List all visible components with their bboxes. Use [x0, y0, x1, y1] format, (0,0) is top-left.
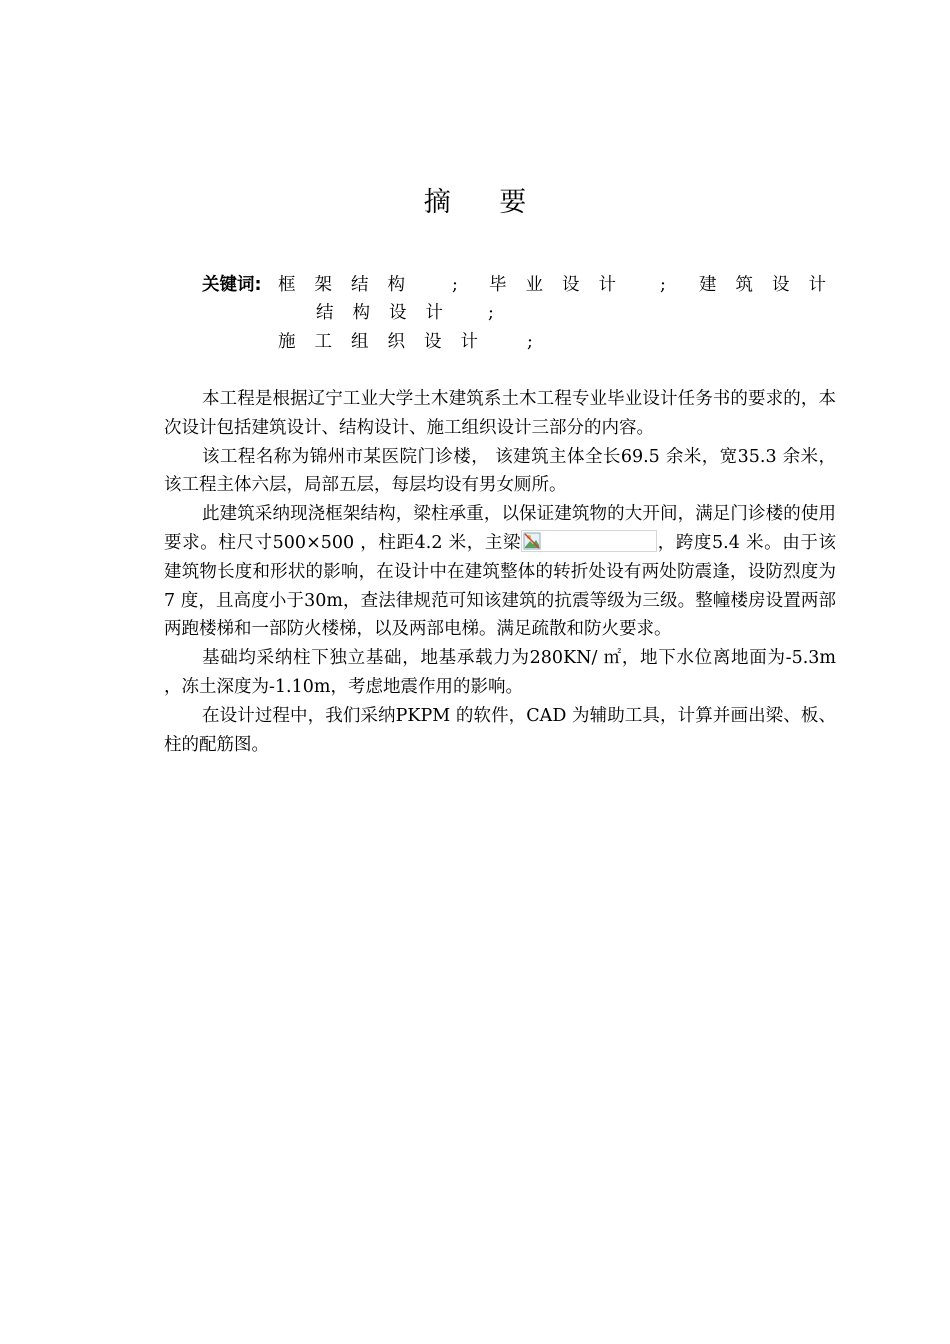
embedded-image-placeholder — [521, 530, 657, 552]
abstract-body — [164, 385, 836, 759]
keyword-item: 毕业设计 — [489, 275, 635, 295]
broken-image-icon — [523, 532, 541, 550]
keyword-item: 建筑设计 — [699, 275, 845, 295]
keyword-separator: ; — [488, 303, 494, 323]
paragraph-text: 此建筑采纳现浇框架结构，梁柱承重，以保证建筑物的大开间，满足门诊楼的使用要求。柱尺寸500×500 ，柱距4.2 米，主梁 — [164, 504, 836, 553]
page-title: 摘 要 — [423, 187, 547, 218]
keywords-block — [202, 271, 845, 361]
keyword-item: 框架结构 — [278, 275, 424, 295]
paragraph: 该工程名称为锦州市某医院门诊楼， 该建筑主体全长69.5 余米，宽35.3 余米，该工程主体六层，局部五层，每层均设有男女厕所。 — [164, 446, 836, 496]
paragraph: 本工程是根据辽宁工业大学土木建筑系土木工程专业毕业设计任务书的要求的，本次设计包括建筑设计、结构设计、施工组织设计三部分的内容。 — [164, 389, 836, 438]
keyword-item: 施工组织设计 — [278, 332, 497, 352]
paragraph-text: ，跨度5.4 米。由于该建筑物长度和形状的影响，在设计中在建筑整体的转折处设有两处防震逢，设防烈度为7 度，且高度小于30m，查法律规范可知该建筑的抗震等级为三级。整幢楼房设置两部两跑楼梯和一部防火楼梯，以及两部电梯。满足疏散和防火要求。 — [164, 532, 836, 640]
paragraph — [164, 500, 836, 644]
keyword-separator: ; — [452, 275, 458, 295]
paragraph: 在设计过程中，我们采纳PKPM 的软件，CAD 为辅助工具，计算并画出梁、板、柱的配筋图。 — [164, 705, 836, 755]
keyword-separator: ; — [527, 332, 533, 352]
keyword-separator: ; — [660, 275, 666, 295]
keywords-label: 关键词: — [202, 275, 262, 295]
keyword-item: 结构设计 — [316, 303, 462, 323]
paragraph: 基础均采纳柱下独立基础，地基承载力为280KN/ ㎡，地下水位离地面为-5.3m ，冻土深度为-1.10m，考虑地震作用的影响。 — [164, 648, 836, 697]
